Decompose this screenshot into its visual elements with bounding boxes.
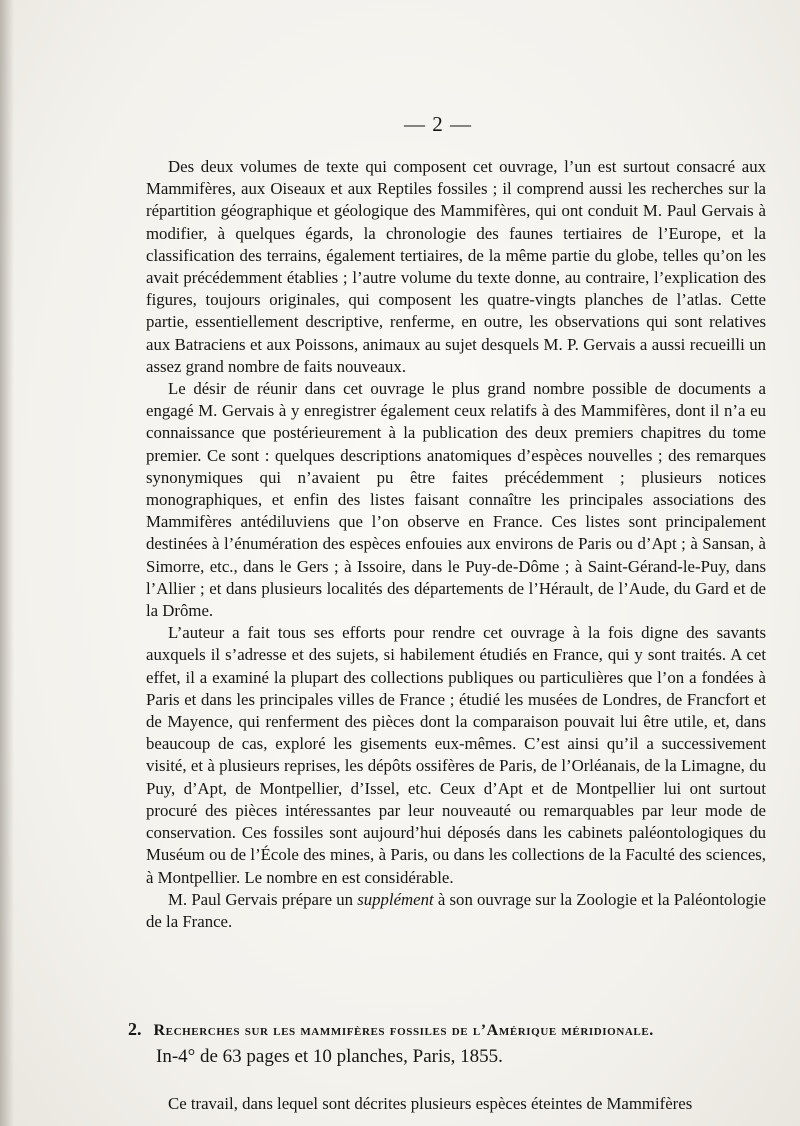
supplement-text-after: à son ouvrage sur la Zoologie et la Paléontologie de la France. [146, 889, 766, 931]
entry-number: 2. [128, 1019, 142, 1039]
entry-heading [128, 1017, 768, 1043]
binding-shadow [0, 0, 14, 1126]
paragraph-documents: Le désir de réunir dans cet ouvrage le plus grand nombre possible de documents a engagé M. Gervais à y enregistrer également ceux relatifs à des Mammifères, dont il n’a eu connaissance que postérieurement à la publication des deux premiers chapitres du tome premier. Ce sont : quelques descriptions anatomiques d’espèces nouvelles ; des remarques synonymiques qui n’avaient pu être faites précédemment ; plusieurs notices monographiques, et enfin des listes faisant connaître les principales associations des Mammifères antédiluviens que l’on observe en France. Ces listes sont principalement destinées à l’énumération des espèces enfouies aux environs de Paris ou d’Apt ; à Sansan, à Simorre, etc., dans le Gers ; à Issoire, dans le Puy-de-Dôme ; à Saint-Gérand-le-Puy, dans l’Allier ; et dans plusieurs localités des départements de l’Hérault, de l’Aude, du Gard et de la Drôme. [146, 379, 766, 621]
entry-title: Recherches sur les mammifères fossiles de l’Amérique méridionale. [153, 1022, 654, 1039]
paragraph-supplement [146, 889, 766, 933]
paragraph-volumes: Des deux volumes de texte qui composent cet ouvrage, l’un est surtout consacré aux Mammifères, aux Oiseaux et aux Reptiles fossiles ; il comprend aussi les recherches sur la répartition géographique et géologique des Mammifères, qui ont conduit M. Paul Gervais à modifier, à quelques égards, la chronologie des faunes tertiaires de l’Europe, et la classification des terrains, également tertiaires, de la même partie du globe, telles qu’on les avait précédemment établies ; l’autre volume du texte donne, au contraire, l’explication des figures, toujours originales, qui composent les quatre-vingts planches de l’atlas. Cette partie, essentiellement descriptive, renferme, en outre, les observations qui sont relatives aux Batraciens et aux Poissons, animaux au sujet desquels M. P. Gervais a aussi recueilli un assez grand nombre de faits nouveaux. [146, 157, 766, 376]
supplement-text-before: M. Paul Gervais prépare un [168, 889, 358, 909]
intro-section [146, 156, 766, 933]
supplement-italic-word: supplément [357, 889, 434, 909]
entry-body [146, 1093, 766, 1115]
paragraph-author-efforts: L’auteur a fait tous ses efforts pour rendre cet ouvrage à la fois digne des savants auxquels il s’adresse et des sujets, si habilement étudiés en France, qui y sont traités. A cet effet, il a examiné la plupart des collections publiques ou particulières que l’on a fondées à Paris et dans les principales villes de France ; étudié les musées de Londres, de Francfort et de Mayence, qui renferment des pièces dont la comparaison pouvait lui être utile, et, dans beaucoup de cas, exploré les gisements eux-mêmes. C’est ainsi qu’il a successivement visité, et à plusieurs reprises, les dépôts ossifères de Paris, de l’Orléanais, de la Limagne, du Puy, d’Apt, de Montpellier, d’Issel, etc. Ceux d’Apt et de Montpellier lui ont surtout procuré des pièces intéressantes par leur nouveauté ou remarquables par leur mode de conservation. Ces fossiles sont aujourd’hui déposés dans les cabinets paléontologiques du Muséum ou de l’École des mines, à Paris, ou dans les collections de la Faculté des sciences, à Montpellier. Le nombre en est considérable. [146, 623, 766, 887]
entry-subtitle: In-4° de 63 pages et 10 planches, Paris, 1855. [156, 1046, 503, 1067]
page-number: — 2 — [404, 112, 472, 136]
entry-first-line: Ce travail, dans lequel sont décrites plusieurs espèces éteintes de Mammifères [168, 1094, 693, 1113]
